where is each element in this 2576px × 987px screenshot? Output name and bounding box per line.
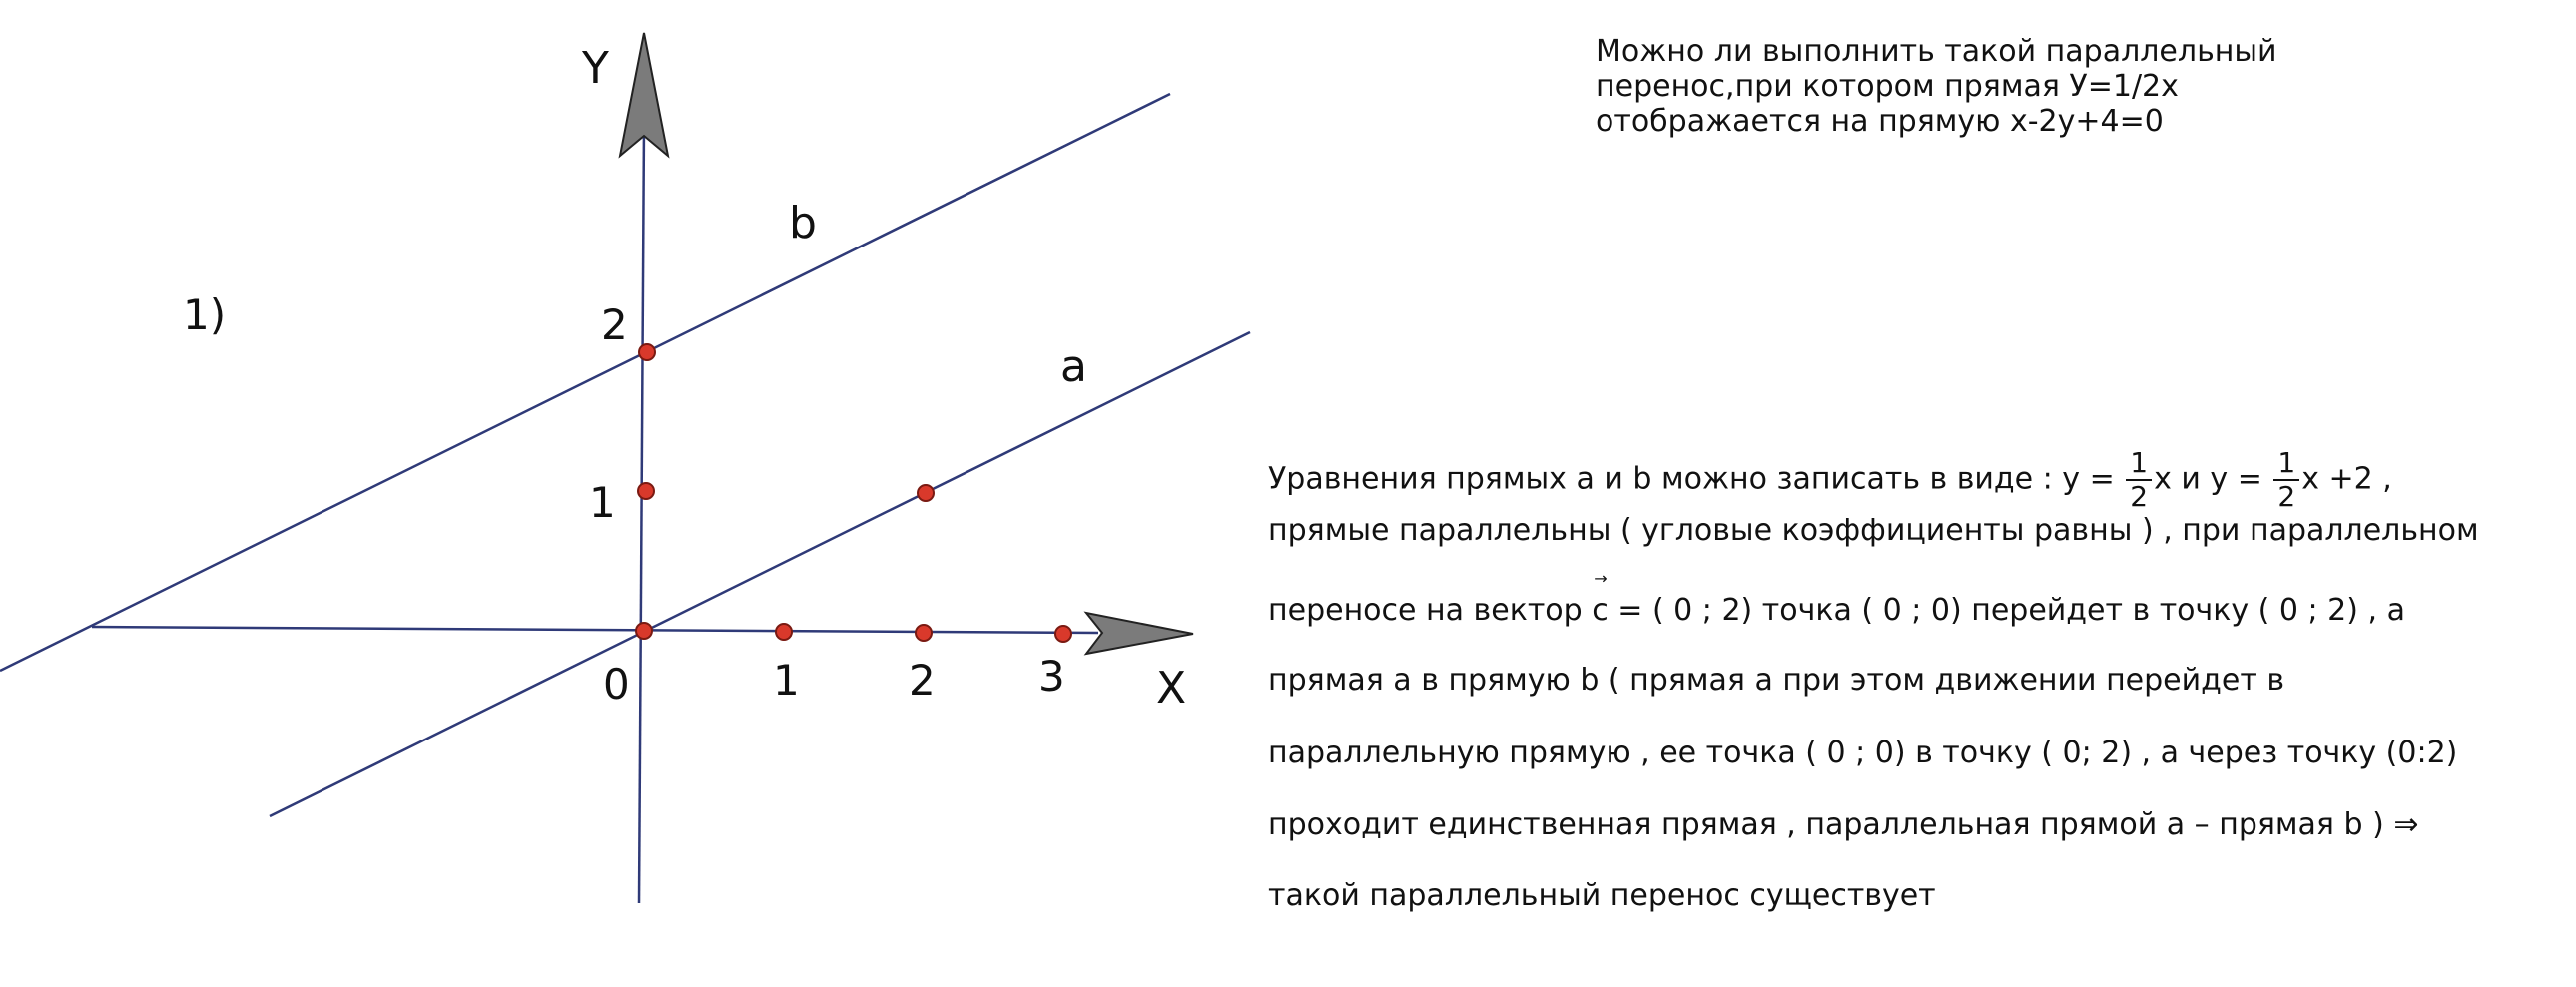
x-tick-label: 1 <box>773 656 800 705</box>
solution-text-part: x +2 , <box>2301 461 2392 497</box>
solution-line-2: прямые параллельны ( угловые коэффициенты равны ) , при параллельном <box>1268 513 2479 548</box>
fraction-numerator: 1 <box>2126 447 2152 481</box>
x-tick-label: 2 <box>909 656 936 705</box>
point-on-a <box>918 485 934 501</box>
line-a <box>270 332 1250 816</box>
x-axis <box>92 627 1098 633</box>
vector-arrow-icon: → <box>1594 569 1608 588</box>
line-a-label: a <box>1060 341 1087 392</box>
y-tick-label: 1 <box>589 478 616 527</box>
axis-y-label: Y <box>582 43 609 94</box>
problem-line: отображается на прямую x-2y+4=0 <box>1596 104 2164 139</box>
point-x-1 <box>776 624 792 640</box>
solution-text-part: переносе на вектор <box>1268 593 1593 628</box>
x-axis-arrow <box>1086 613 1193 654</box>
fraction-numerator: 1 <box>2273 447 2299 481</box>
solution-text-part: Уравнения прямых а и b можно записать в виде : y = <box>1268 461 2125 497</box>
point-y-2 <box>639 344 655 360</box>
line-b <box>0 94 1170 671</box>
solution-line-6: проходит единственная прямая , параллельная прямой а – прямая b ) ⇒ <box>1268 807 2419 842</box>
solution-line-3 <box>1268 569 2405 631</box>
point-origin <box>636 623 652 639</box>
solution-text-part: x и y = <box>2154 461 2272 497</box>
solution-line-1 <box>1268 446 2392 513</box>
fraction <box>2126 447 2152 513</box>
solution-line-4: прямая а в прямую b ( прямая а при этом движении перейдет в <box>1268 663 2285 698</box>
x-tick-label: 3 <box>1038 652 1065 701</box>
y-axis <box>639 125 644 903</box>
vector-letter: c <box>1592 593 1609 628</box>
y-tick-label: 2 <box>601 300 628 349</box>
axis-x-label: X <box>1156 663 1187 714</box>
problem-line: перенос,при котором прямая У=1/2x <box>1596 69 2179 104</box>
fraction <box>2273 447 2299 513</box>
line-b-label: b <box>789 198 817 248</box>
fraction-denominator: 2 <box>2130 480 2149 513</box>
solution-line-5: параллельную прямую , ее точка ( 0 ; 0) в точку ( 0; 2) , а через точку (0:2) <box>1268 736 2458 770</box>
point-y-1 <box>638 483 654 499</box>
point-x-2 <box>916 625 932 641</box>
vector-c <box>1592 569 1609 631</box>
solution-text-part: = ( 0 ; 2) точка ( 0 ; 0) перейдет в точку ( 0 ; 2) , а <box>1608 593 2405 628</box>
problem-statement <box>1596 34 2354 139</box>
origin-label: 0 <box>603 660 630 709</box>
fraction-denominator: 2 <box>2277 480 2296 513</box>
problem-line: Можно ли выполнить такой параллельный <box>1596 34 2277 69</box>
solution-line-7: такой параллельный перенос существует <box>1268 878 1936 913</box>
point-x-3 <box>1055 626 1071 642</box>
figure-number: 1) <box>183 290 227 339</box>
